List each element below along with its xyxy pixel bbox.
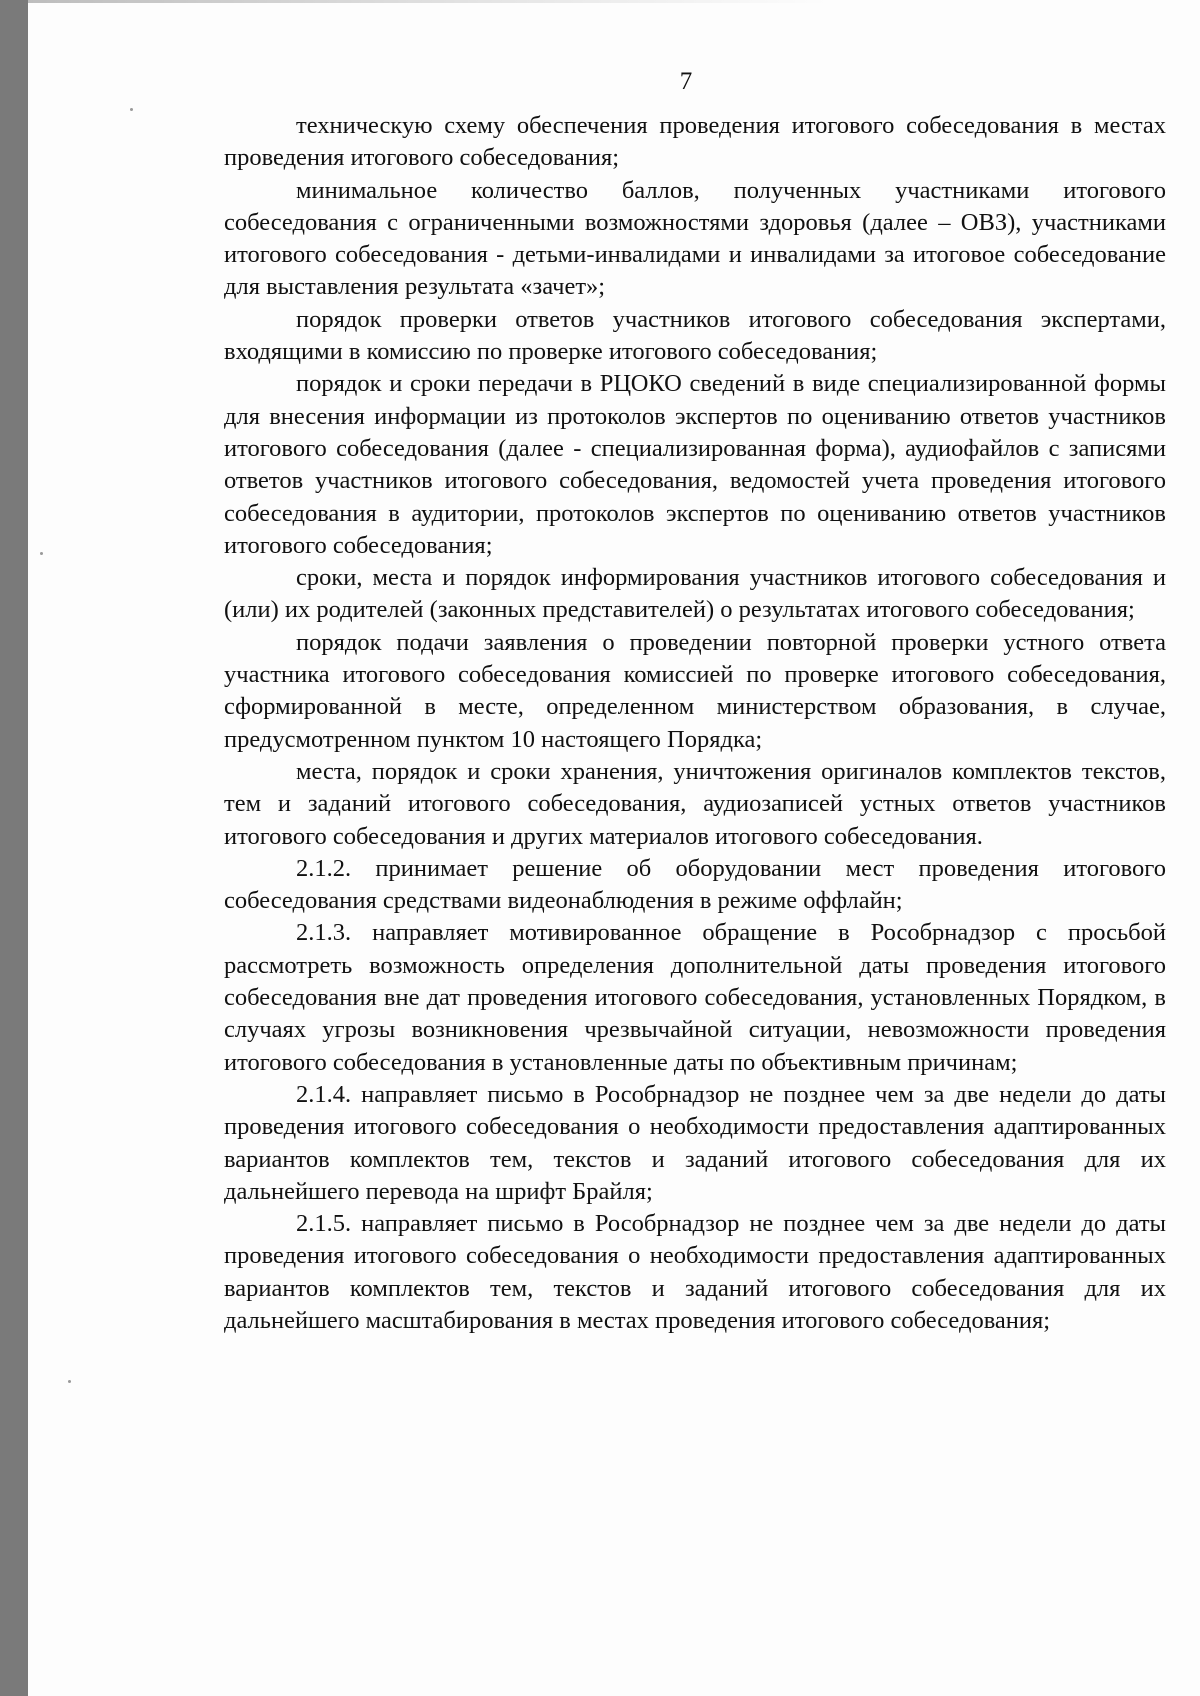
paragraph: места, порядок и сроки хранения, уничтожения оригиналов комплектов текстов, тем и заданий итогового собеседования, аудиозаписей устных ответов участников итогового собеседования и других материалов итогового собеседования. <box>224 757 1166 850</box>
document-page <box>28 0 1200 1696</box>
paragraph: 2.1.2. принимает решение об оборудовании мест проведения итогового собеседования средствами видеонаблюдения в режиме оффлайн; <box>224 854 1166 915</box>
scan-speck <box>130 108 133 111</box>
paragraph: техническую схему обеспечения проведения итогового собеседования в местах проведения итогового собеседования; <box>224 112 1166 172</box>
paragraph: порядок подачи заявления о проведении повторной проверки устного ответа участника итогового собеседования комиссией по проверке итогового собеседования, сформированной в месте, определенном министерством образования, в случае, предусмотренном пунктом 10 настоящего Порядка; <box>224 628 1166 753</box>
paragraph: порядок проверки ответов участников итогового собеседования экспертами, входящими в комиссию по проверке итогового собеседования; <box>224 305 1166 366</box>
scan-edge <box>28 0 828 3</box>
page-number: 7 <box>679 68 693 95</box>
scan-speck <box>68 1380 71 1383</box>
paragraph: сроки, места и порядок информирования участников итогового собеседования и (или) их родителей (законных представителей) о результатах итогового собеседования; <box>224 564 1166 624</box>
scan-speck <box>40 552 43 555</box>
paragraph: 2.1.4. направляет письмо в Рособрнадзор не позднее чем за две недели до даты проведения итогового собеседования о необходимости предоставления адаптированных вариантов комплектов тем, текстов и заданий итогового собеседования для их дальнейшего перевода на шрифт Брайля; <box>224 1080 1166 1205</box>
paragraph: 2.1.5. направляет письмо в Рособрнадзор не позднее чем за две недели до даты проведения итогового собеседования о необходимости предоставления адаптированных вариантов комплектов тем, текстов и заданий итогового собеседования для их дальнейшего масштабирования в местах проведения итогового собеседования; <box>224 1210 1166 1334</box>
body-text <box>224 110 1166 1337</box>
paragraph: минимальное количество баллов, полученных участниками итогового собеседования с ограниченными возможностями здоровья (далее – ОВЗ), участниками итогового собеседования - детьми-инвалидами и инвалидами за итоговое собеседование для выставления результата «зачет»; <box>224 176 1166 301</box>
paragraph: 2.1.3. направляет мотивированное обращение в Рособрнадзор с просьбой рассмотреть возможность определения дополнительной даты проведения итогового собеседования вне дат проведения итогового собеседования, установленных Порядком, в случаях угрозы возникновения чрезвычайной ситуации, невозможности проведения итогового собеседования в установленные даты по объективным причинам; <box>224 919 1166 1076</box>
paragraph: порядок и сроки передачи в РЦОКО сведений в виде специализированной формы для внесения информации из протоколов экспертов по оцениванию ответов участников итогового собеседования (далее - специализированная форма), аудиофайлов с записями ответов участников итогового собеседования, ведомостей учета проведения итогового собеседования в аудитории, протоколов экспертов по оцениванию ответов участников итогового собеседования; <box>224 370 1166 559</box>
